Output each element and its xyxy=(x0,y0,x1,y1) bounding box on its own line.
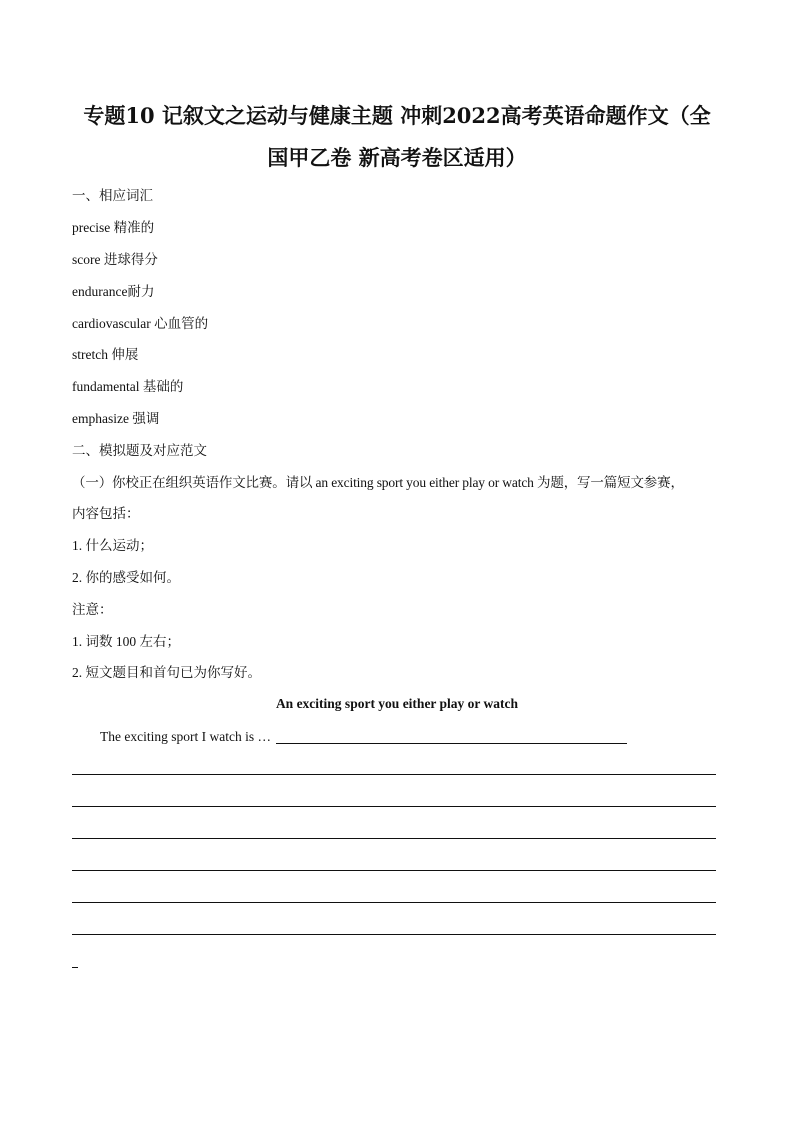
vocab-item: stretch 伸展 xyxy=(72,347,139,362)
vocab-item: endurance耐力 xyxy=(72,284,155,299)
answer-line[interactable] xyxy=(72,934,716,935)
page-title-line-1: 专题10 记叙文之运动与健康主题 冲刺2022高考英语命题作文（全 xyxy=(83,103,711,128)
answer-line[interactable] xyxy=(72,870,716,871)
vocab-item: fundamental 基础的 xyxy=(72,379,184,394)
essay-title: An exciting sport you either play or watch xyxy=(275,696,519,711)
page-title-line-2: 国甲乙卷 新高考卷区适用） xyxy=(267,145,527,170)
vocab-item: score 进球得分 xyxy=(72,252,158,267)
answer-line[interactable] xyxy=(72,838,716,839)
note-item: 1. 词数 100 左右； xyxy=(72,634,180,649)
content-item: 2. 你的感受如何。 xyxy=(72,570,180,585)
vocab-item: precise 精准的 xyxy=(72,220,155,235)
prompt-line-2: 内容包括： xyxy=(72,506,140,521)
answer-line[interactable] xyxy=(72,806,716,807)
content-item: 1. 什么运动； xyxy=(72,538,153,553)
note-item: 2. 短文题目和首句已为你写好。 xyxy=(72,665,261,680)
prompt-line-1: （一）你校正在组织英语作文比赛。请以 an exciting sport you either play or watch 为题，写一篇短文参赛， xyxy=(72,475,684,490)
essay-first-sentence: The exciting sport I watch is … xyxy=(100,729,271,744)
answer-line[interactable] xyxy=(72,774,716,775)
notes-heading: 注意： xyxy=(72,602,113,617)
answer-line[interactable] xyxy=(72,902,716,903)
section-1-heading: 一、相应词汇 xyxy=(72,188,153,203)
section-2-heading: 二、模拟题及对应范文 xyxy=(72,443,207,458)
vocab-item: emphasize 强调 xyxy=(72,411,160,426)
vocab-item: cardiovascular 心血管的 xyxy=(72,316,209,331)
trailing-dash xyxy=(72,967,78,968)
answer-blank-inline[interactable] xyxy=(276,743,627,744)
